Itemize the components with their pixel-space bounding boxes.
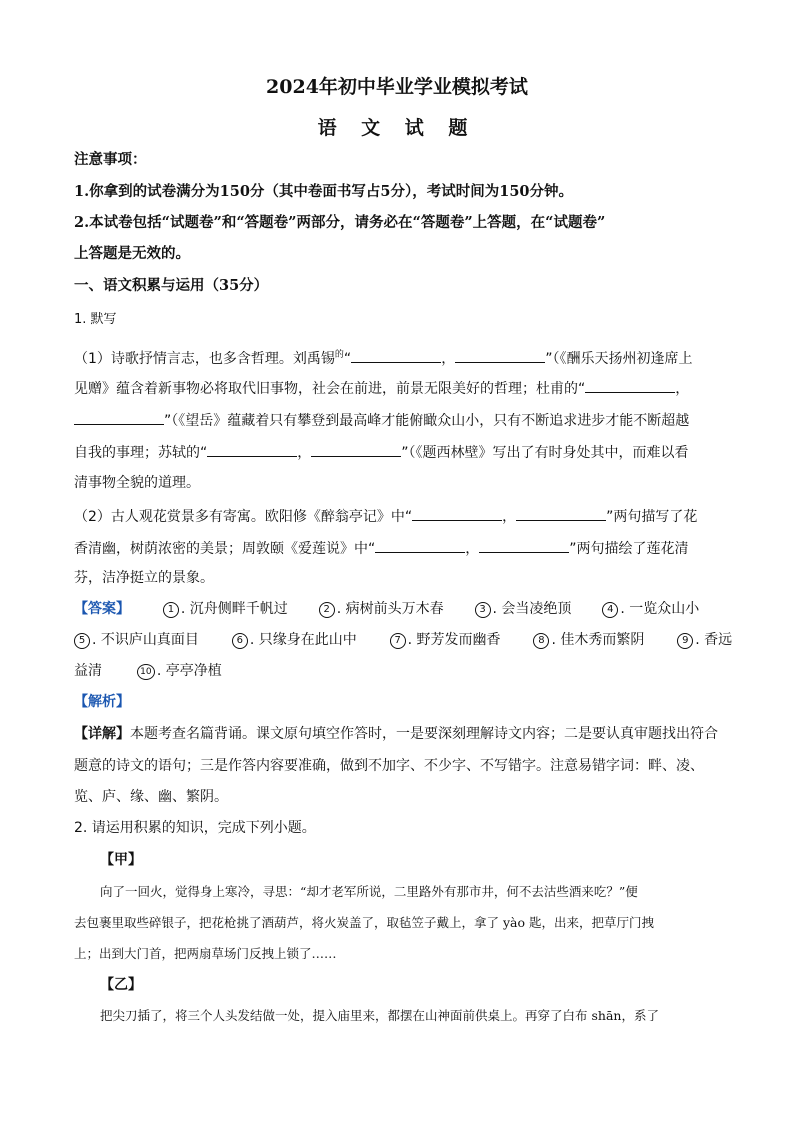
- fill-blank: [455, 347, 545, 363]
- notice-item-1: 1.你拿到的试卷满分为150分（其中卷面书写占5分），考试时间为150分钟。: [74, 183, 574, 200]
- analysis-line-3: 览、庐、缘、幽、繁阴。: [74, 789, 228, 805]
- answer-item: 4 . 一览众山小: [602, 601, 699, 617]
- q1-p1-line1: （1）诗歌抒情言志，也多含哲理。刘禹锡$^的$“ ， ”（《酬乐天扬州初逢席上: [74, 345, 724, 369]
- analysis-line-1: 【详解】本题考查名篇背诵。课文原句填空作答时，一是要深刻理解诗文内容；二是要认真审题找出符合: [74, 726, 718, 742]
- answer-row-2: [74, 630, 734, 650]
- analysis-line-2: 题意的诗文的语句；三是作答内容要准确，做到不加字、不少字、不写错字。注意易错字词：畔、凌、: [74, 758, 704, 774]
- fill-blank: [516, 505, 606, 521]
- passage-jia-line2: 去包裹里取些碎银子，把花枪挑了酒葫芦，将火炭盖了，取毡笠子戴上，拿了 yào 匙，出来，把草厅门拽: [74, 915, 654, 930]
- answer-item: 3 . 会当凌绝顶: [475, 601, 572, 617]
- section-heading: 一、语文积累与运用（35分）: [74, 277, 269, 294]
- fill-blank: [74, 409, 164, 425]
- answer-row-3: 益清 10 . 亭亭净植: [74, 663, 222, 679]
- answer-item: 9 . 香远: [677, 632, 732, 648]
- question-1-title: 1. 默写: [74, 312, 117, 327]
- analysis-label: 【解析】: [74, 694, 130, 710]
- passage-yi-label: 【乙】: [100, 977, 142, 993]
- subject-title: 语 文 试 题: [317, 117, 477, 139]
- answer-label: 【答案】: [74, 601, 130, 617]
- fill-blank: [479, 537, 569, 553]
- fill-blank: [311, 441, 401, 457]
- answer-item: 5 . 不识庐山真面目: [74, 632, 199, 648]
- passage-jia-label: 【甲】: [100, 852, 142, 868]
- fill-blank: [375, 537, 465, 553]
- passage-yi-line1: 把尖刀插了，将三个人头发结做一处，提入庙里来，都摆在山神面前供桌上。再穿了白布 shān，系了: [100, 1008, 659, 1023]
- passage-jia-line1: 向了一回火，觉得身上寒冷，寻思：“却才老军所说，二里路外有那市井，何不去沽些酒来吃？”便: [100, 884, 638, 899]
- q1-p2-line2: 香清幽，树荫浓密的美景；周敦颐《爱莲说》中“ ， ”两句描绘了莲花清: [74, 537, 724, 559]
- answer-item: 2 . 病树前头万木春: [319, 601, 444, 617]
- answer-item: 7 . 野芳发而幽香: [390, 632, 501, 648]
- q1-p1-line2: 见赠》蕴含着新事物必将取代旧事物，社会在前进，前景无限美好的哲理；杜甫的“ ，: [74, 377, 724, 399]
- q1-p2-line3: 芬，洁净挺立的景象。: [74, 570, 214, 586]
- q1-p1-line3: ”（《望岳》蕴藏着只有攀登到最高峰才能俯瞰众山小，只有不断追求进步才能不断超越: [74, 409, 724, 431]
- notice-heading: 注意事项：: [74, 151, 147, 168]
- answer-item: 8 . 佳木秀而繁阴: [533, 632, 644, 648]
- q1-p1-line5: 清事物全貌的道理。: [74, 475, 200, 491]
- fill-blank: [351, 347, 441, 363]
- answer-item: 6 . 只缘身在此山中: [232, 632, 357, 648]
- fill-blank: [585, 377, 675, 393]
- fill-blank: [412, 505, 502, 521]
- passage-jia-line3: 上；出到大门首，把两扇草场门反拽上锁了……: [74, 946, 337, 961]
- q1-p2-line1: （2）古人观花赏景多有寄寓。欧阳修《醉翁亭记》中“ ， ”两句描写了花: [74, 505, 724, 527]
- notice-item-2-line2: 上答题是无效的。: [74, 245, 190, 262]
- fill-blank: [207, 441, 297, 457]
- q1-p1-line4: 自我的事理；苏轼的“ ， ”（《题西林壁》写出了有时身处其中，而难以看: [74, 441, 724, 463]
- notice-item-2-line1: 2.本试卷包括“试题卷”和“答题卷”两部分，请务必在“答题卷”上答题，在“试题卷”: [74, 214, 606, 231]
- answer-row-1: [74, 599, 734, 619]
- exam-title: 2024年初中毕业学业模拟考试: [266, 76, 528, 98]
- answer-item: 1 . 沉舟侧畔千帆过: [163, 601, 288, 617]
- answer-item: 10 . 亭亭净植: [137, 663, 222, 679]
- question-2-title: 2. 请运用积累的知识，完成下列小题。: [74, 820, 316, 836]
